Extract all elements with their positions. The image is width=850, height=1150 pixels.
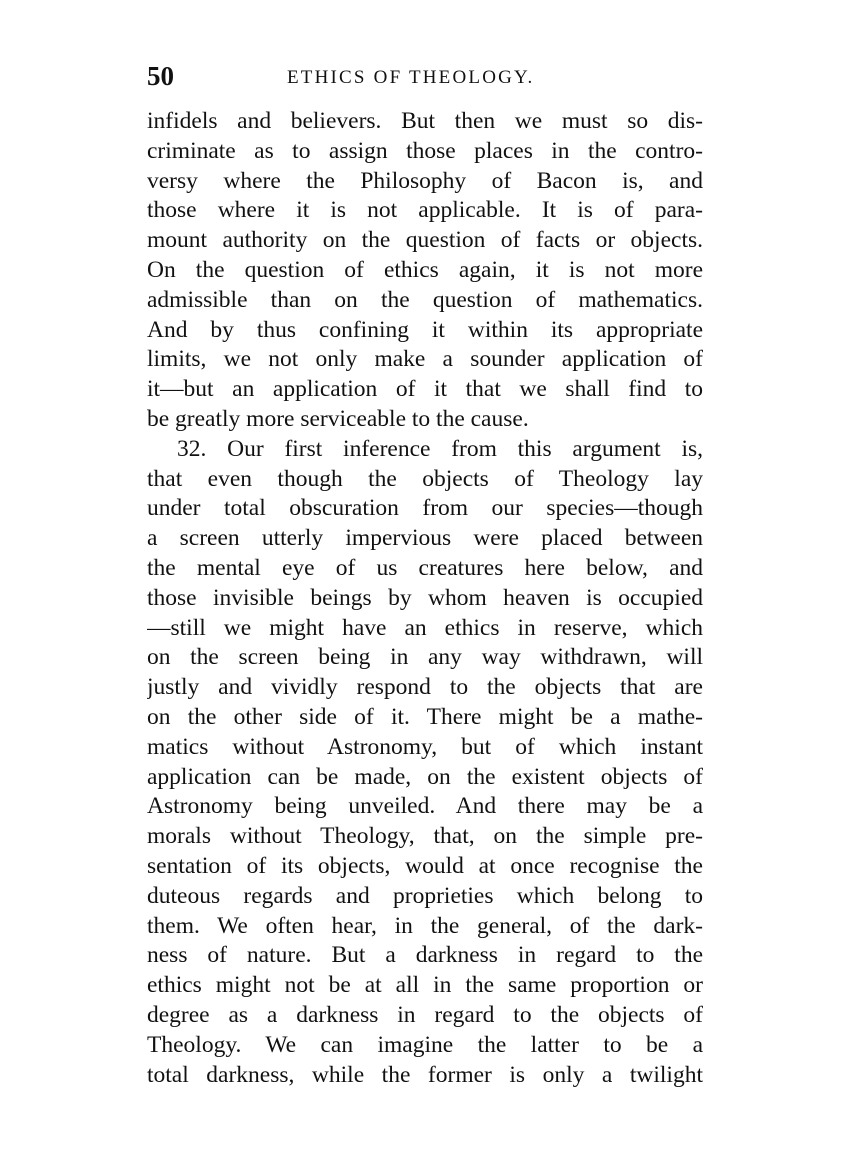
text-line: application can be made, on the existent objects of [147,763,703,790]
text-line: the mental eye of us creatures here below, and [147,554,703,581]
text-line: it—but an application of it that we shall find to [147,376,703,403]
text-line: And by thus confining it within its appropriate [147,316,703,343]
text-line: on the screen being in any way withdrawn, will [147,644,703,671]
text-line: morals without Theology, that, on the simple pre- [147,823,703,850]
page-header [147,58,707,94]
text-line: total darkness, while the former is only a twilight [147,1061,703,1088]
text-line: those where it is not applicable. It is of para- [147,197,703,224]
text-line: Astronomy being unveiled. And there may be a [147,793,703,820]
text-line: on the other side of it. There might be a mathe- [147,703,703,730]
text-line: matics without Astronomy, but of which instant [147,733,703,760]
text-line: 32. Our first inference from this argument is, [177,435,703,462]
text-line: under total obscuration from our species—though [147,495,703,522]
text-line: infidels and believers. But then we must so dis- [147,108,703,134]
text-line: be greatly more serviceable to the cause. [147,405,529,432]
text-line: them. We often hear, in the general, of the dark- [147,912,703,939]
text-line: mount authority on the question of facts or objects. [147,227,703,254]
text-line: admissible than on the question of mathematics. [147,286,703,313]
text-line: justly and vividly respond to the objects that are [147,674,703,701]
text-line: —still we might have an ethics in reserve, which [147,614,703,641]
text-line: Theology. We can imagine the latter to be a [147,1031,703,1058]
text-line: duteous regards and proprieties which belong to [147,882,703,909]
text-line: versy where the Philosophy of Bacon is, and [147,167,703,194]
text-line: criminate as to assign those places in the contro- [147,137,703,164]
text-line: On the question of ethics again, it is not more [147,256,703,283]
body-text [147,107,703,1090]
text-line: those invisible beings by whom heaven is occupied [147,584,703,611]
text-line: ethics might not be at all in the same proportion or [147,972,703,999]
text-line: ness of nature. But a darkness in regard to the [147,942,703,969]
running-title: ETHICS OF THEOLOGY. [287,67,535,88]
text-line: a screen utterly impervious were placed between [147,525,703,552]
text-line: limits, we not only make a sounder application of [147,346,703,373]
text-line: sentation of its objects, would at once recognise the [147,852,703,879]
page-number: 50 [147,61,174,91]
text-line: degree as a darkness in regard to the objects of [147,1001,703,1028]
text-line: that even though the objects of Theology lay [147,465,703,492]
